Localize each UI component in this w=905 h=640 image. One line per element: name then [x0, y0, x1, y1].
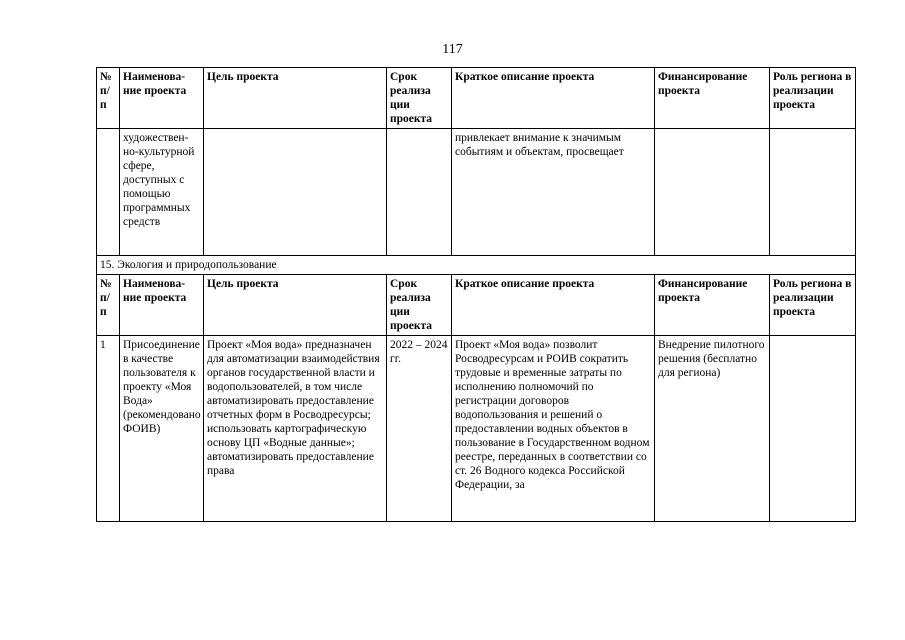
row-role [770, 336, 856, 522]
cell-empty [97, 129, 120, 256]
header-role: Роль региона в реализации проекта [770, 275, 856, 336]
cell-empty [204, 129, 387, 256]
page-number: 117 [442, 42, 463, 57]
continuation-name: художествен-но-культурной сфере, доступных с помощью программных средств [120, 129, 204, 256]
header-financing: Финансирование проекта [655, 275, 770, 336]
row-number: 1 [97, 336, 120, 522]
table-row [97, 336, 856, 522]
header-name: Наименова-ние проекта [120, 68, 204, 129]
header-goal: Цель проекта [204, 68, 387, 129]
section-title: 15. Экология и природопользование [97, 256, 856, 275]
header-number: № п/ п [97, 275, 120, 336]
continuation-description: привлекает внимание к значимым событиям и объектам, просвещает [452, 129, 655, 256]
section-row [97, 256, 856, 275]
header-goal: Цель проекта [204, 275, 387, 336]
cell-empty [655, 129, 770, 256]
row-financing: Внедрение пилотного решения (бесплатно для региона) [655, 336, 770, 522]
section-header-row [97, 275, 856, 336]
row-term: 2022 – 2024 гг. [387, 336, 452, 522]
row-name: Присоединение в качестве пользователя к проекту «Моя Вода» (рекомендовано ФОИВ) [120, 336, 204, 522]
projects-table [96, 67, 856, 522]
header-role: Роль региона в реализации проекта [770, 68, 856, 129]
header-description: Краткое описание проекта [452, 68, 655, 129]
header-term: Срок реализа ции проекта [387, 68, 452, 129]
header-number: № п/ п [97, 68, 120, 129]
cell-empty [387, 129, 452, 256]
header-term: Срок реализа ции проекта [387, 275, 452, 336]
header-name: Наименова-ние проекта [120, 275, 204, 336]
header-financing: Финансирование проекта [655, 68, 770, 129]
cell-empty [770, 129, 856, 256]
row-description: Проект «Моя вода» позволит Росводресурсам и РОИВ сократить трудовые и временные затраты по исполнению полномочий по регистрации договоров водопользования и решений о предоставлении водных объектов в пользование в Государственном водном реестре, переданных в соответствии со ст. 26 Водного кодекса Российской Федерации, за [452, 336, 655, 522]
continuation-row [97, 129, 856, 256]
header-description: Краткое описание проекта [452, 275, 655, 336]
table-header-row [97, 68, 856, 129]
row-goal: Проект «Моя вода» предназначен для автоматизации взаимодействия органов государственной власти и водопользователей, в том числе автоматизировать предоставление отчетных форм в Росводресурсы; использовать картографическую основу ЦП «Водные данные»; автоматизировать предоставление права [204, 336, 387, 522]
